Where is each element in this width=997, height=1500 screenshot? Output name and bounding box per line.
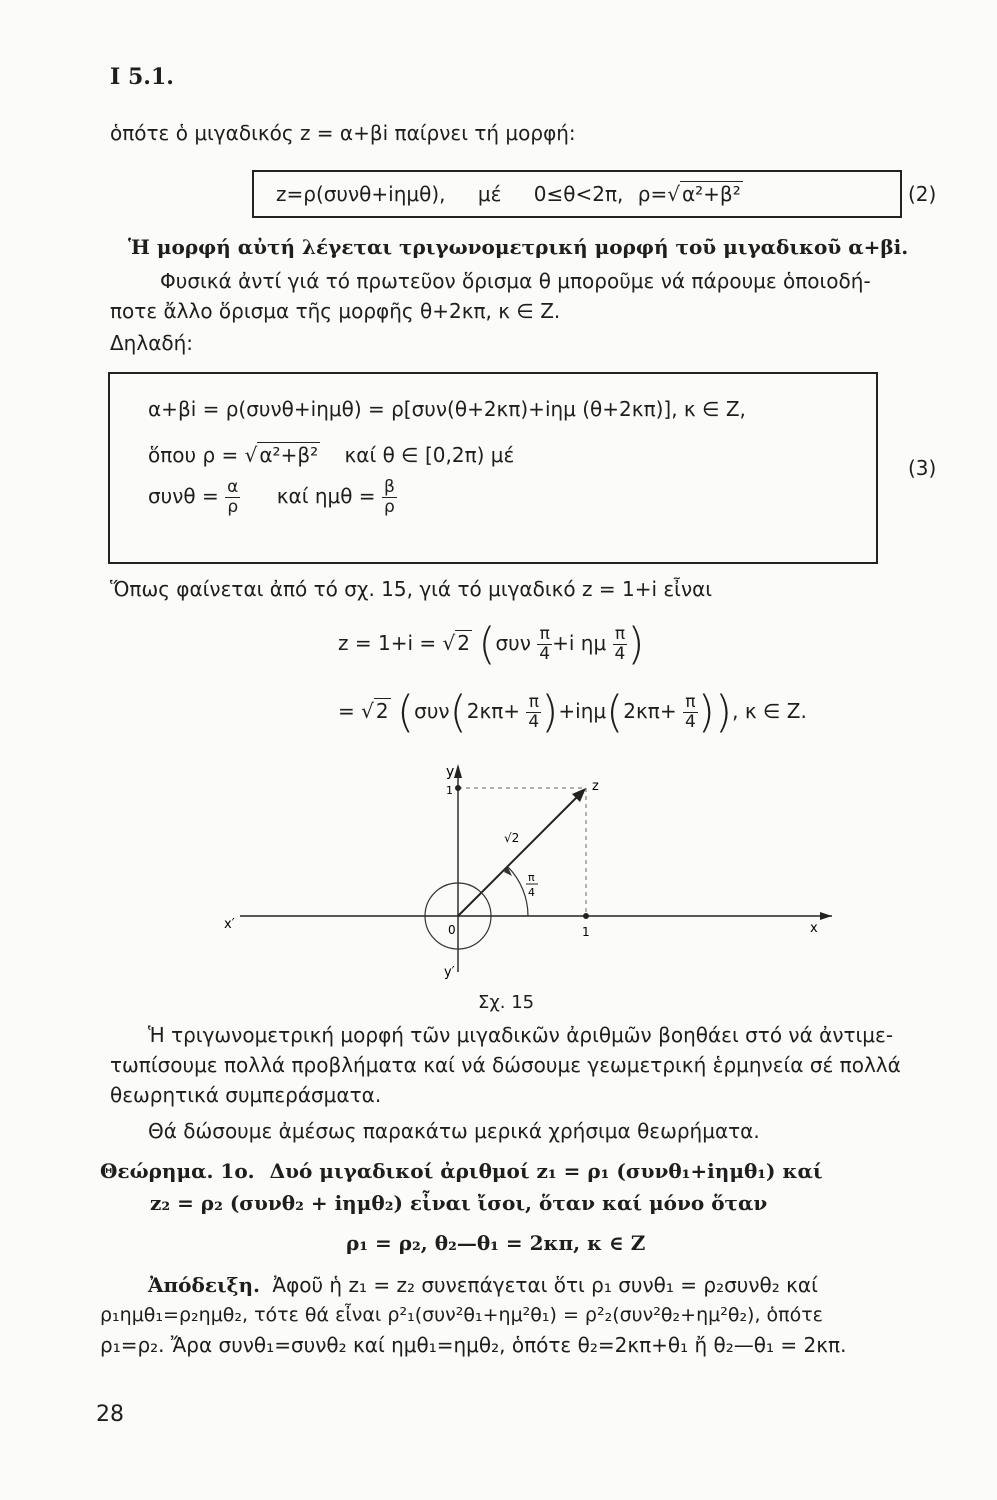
formula-box-3 xyxy=(108,372,878,564)
y-axis-arrow xyxy=(454,764,462,778)
proof-line3: ρ₁=ρ₂. Ἄρα συνθ₁=συνθ₂ καί ημθ₁=ημθ₂, ὁπότε θ₂=2κπ+θ₁ ἤ θ₂—θ₁ = 2κπ. xyxy=(100,1333,847,1357)
paragraph-usage-line2: τωπίσουμε πολλά προβλήματα καί νά δώσουμε γεωμετρική ἑρμηνεία σέ πολλά xyxy=(110,1053,901,1077)
label-angle-num: π xyxy=(528,871,535,884)
label-x-prime: x′ xyxy=(224,917,235,932)
theorem-1-line1 xyxy=(100,1158,823,1184)
label-one-y: 1 xyxy=(446,784,453,797)
equation-number-3: (3) xyxy=(908,456,937,480)
kai-theta-range: καί θ ∈ [0,2π) μέ xyxy=(344,443,515,467)
vector-z xyxy=(458,790,584,916)
eq2-2kpi-a: 2κπ+ xyxy=(466,699,521,723)
paragraph-argument-line1: Φυσικά ἀντί γιά τό πρωτεῦον ὅρισμα θ μποροῦμε νά πάρουμε ὁποιοδή- xyxy=(160,269,871,293)
example-equation-1: z = 1+i = √ 2 (συν $\frac{\pi}{4}$ +i ημ $\frac{\pi}{4}$ ) xyxy=(338,618,645,670)
eq1-lhs: z = 1+i = xyxy=(338,631,437,655)
eq2-syn: συν xyxy=(414,699,450,723)
box3-sqrt: α²+β² xyxy=(259,443,319,467)
box3-line3 xyxy=(148,478,397,517)
section-number: I 5.1. xyxy=(110,64,174,90)
theorem-1-line2: z₂ = ρ₂ (συνθ₂ + iημθ₂) εἶναι ἴσοι, ὅταν καί μόνο ὅταν xyxy=(150,1191,768,1215)
example-text: Ὅπως φαίνεται ἀπό τό σχ. 15, γιά τό μιγαδικό z = 1+i εἶναι xyxy=(110,577,713,601)
theorem-statement-1: Δυό μιγαδικοί ἀριθμοί z₁ = ρ₁ (συνθ₁+iημθ₁) καί xyxy=(269,1159,823,1183)
fraction-alpha-rho: $\frac{\alpha}{\rho}$ xyxy=(227,477,239,517)
eq2-2kpi-b: 2κπ+ xyxy=(623,699,677,723)
sqrt-a2b2: α²+β² xyxy=(681,182,741,206)
paragraph-argument-line2: ποτε ἄλλο ὅρισμα τῆς μορφῆς θ+2κπ, κ ∈ Z. xyxy=(110,299,561,323)
fraction-beta-rho: $\frac{\beta}{\rho}$ xyxy=(383,477,395,517)
formula-z: z=ρ(συνθ+iημθ), xyxy=(276,182,446,206)
label-z: z xyxy=(592,779,599,794)
trig-form-definition: Ἡ μορφή αὐτή λέγεται τριγωνομετρική μορφή τοῦ μιγαδικοῦ α+βi. xyxy=(128,235,909,259)
box3-line2: ὅπου ρ = √ α²+β² καί θ ∈ [0,2π) μέ xyxy=(148,443,515,467)
hm-theta-eq: καί ημθ = xyxy=(276,484,376,508)
eq2-frac-pi4-b: $\frac{\pi}{4}$ xyxy=(684,692,696,732)
rho-eq: ρ= xyxy=(637,182,668,206)
proof-label: Ἀπόδειξη. xyxy=(148,1273,261,1297)
label-y: y xyxy=(446,764,455,780)
label-y-prime: y′ xyxy=(444,965,455,980)
eq2-plus-i-hm: +iημ xyxy=(558,699,607,723)
eq2-frac-pi4-a: $\frac{\pi}{4}$ xyxy=(528,692,540,732)
figure-caption: Σχ. 15 xyxy=(478,992,535,1013)
eq1-frac-pi4-a: $\frac{\pi}{4}$ xyxy=(539,624,551,664)
x-tick-1 xyxy=(583,913,589,919)
dhladh-label: Δηλαδή: xyxy=(110,331,194,355)
paragraph-usage-line1: Ἡ τριγωνομετρική μορφή τῶν μιγαδικῶν ἀριθμῶν βοηθάει στό νά ἀντιμε- xyxy=(148,1023,894,1047)
example-equation-2: = √ 2 (συν(2κπ+ $\frac{\pi}{4}$ )+iημ(2κπ+ $\frac{\pi}{4}$ )), κ ∈ Z. xyxy=(338,686,807,738)
label-sqrt2: √2 xyxy=(504,831,520,845)
equation-number-2: (2) xyxy=(908,182,937,206)
proof-line1 xyxy=(148,1272,818,1298)
page-number: 28 xyxy=(96,1402,124,1427)
label-x: x xyxy=(810,921,818,936)
paragraph-usage-line3: θεωρητικά συμπεράσματα. xyxy=(110,1083,382,1107)
theorem-label: Θεώρημα. 1ο. xyxy=(100,1159,255,1183)
label-origin: 0 xyxy=(448,923,456,937)
paragraph-next: Θά δώσουμε ἀμέσως παρακάτω μερικά χρήσιμα θεωρήματα. xyxy=(148,1119,760,1143)
label-angle-den: 4 xyxy=(528,886,535,899)
theorem-1-condition: ρ₁ = ρ₂, θ₂—θ₁ = 2κπ, κ ∈ Z xyxy=(346,1231,646,1255)
word-me: μέ xyxy=(477,182,502,206)
eq2-equals: = xyxy=(338,699,355,723)
label-one-x: 1 xyxy=(582,925,590,939)
proof-line2: ρ₁ημθ₁=ρ₂ημθ₂, τότε θά εἶναι ρ²₁(συν²θ₁+ημ²θ₁) = ρ²₂(συν²θ₂+ημ²θ₂), ὁπότε xyxy=(100,1304,823,1326)
x-axis-arrow xyxy=(820,912,832,920)
formula-box-2 xyxy=(252,170,902,218)
syn-theta-eq: συνθ = xyxy=(148,484,219,508)
eq2-tail: , κ ∈ Z. xyxy=(732,699,807,723)
eq1-frac-pi4-b: $\frac{\pi}{4}$ xyxy=(614,624,626,664)
intro-text: ὁπότε ὁ μιγαδικός z = α+βi παίρνει τή μορφή: xyxy=(110,121,576,145)
eq1-syn: συν xyxy=(495,631,531,655)
y-tick-1 xyxy=(455,785,461,791)
box3-line1: α+βi = ρ(συνθ+iημθ) = ρ[συν(θ+2κπ)+iημ (θ+2κπ)], κ ∈ Z, xyxy=(148,397,746,421)
polar-formula: z=ρ(συνθ+iημθ), μέ 0≤θ<2π, ρ=√ α²+β² xyxy=(276,182,741,206)
eq1-sqrt2: 2 xyxy=(457,631,470,655)
opou-rho: ὅπου ρ = xyxy=(148,443,239,467)
theta-range: 0≤θ<2π, xyxy=(533,182,624,206)
figure-15-complex-plane xyxy=(200,750,840,990)
eq1-plus-i-hm: +i ημ xyxy=(552,631,607,655)
eq2-sqrt2: 2 xyxy=(375,699,389,723)
proof-text-1: Ἀφοῦ ἡ z₁ = z₂ συνεπάγεται ὅτι ρ₁ συνθ₁ = ρ₂συνθ₂ καί xyxy=(272,1273,818,1297)
